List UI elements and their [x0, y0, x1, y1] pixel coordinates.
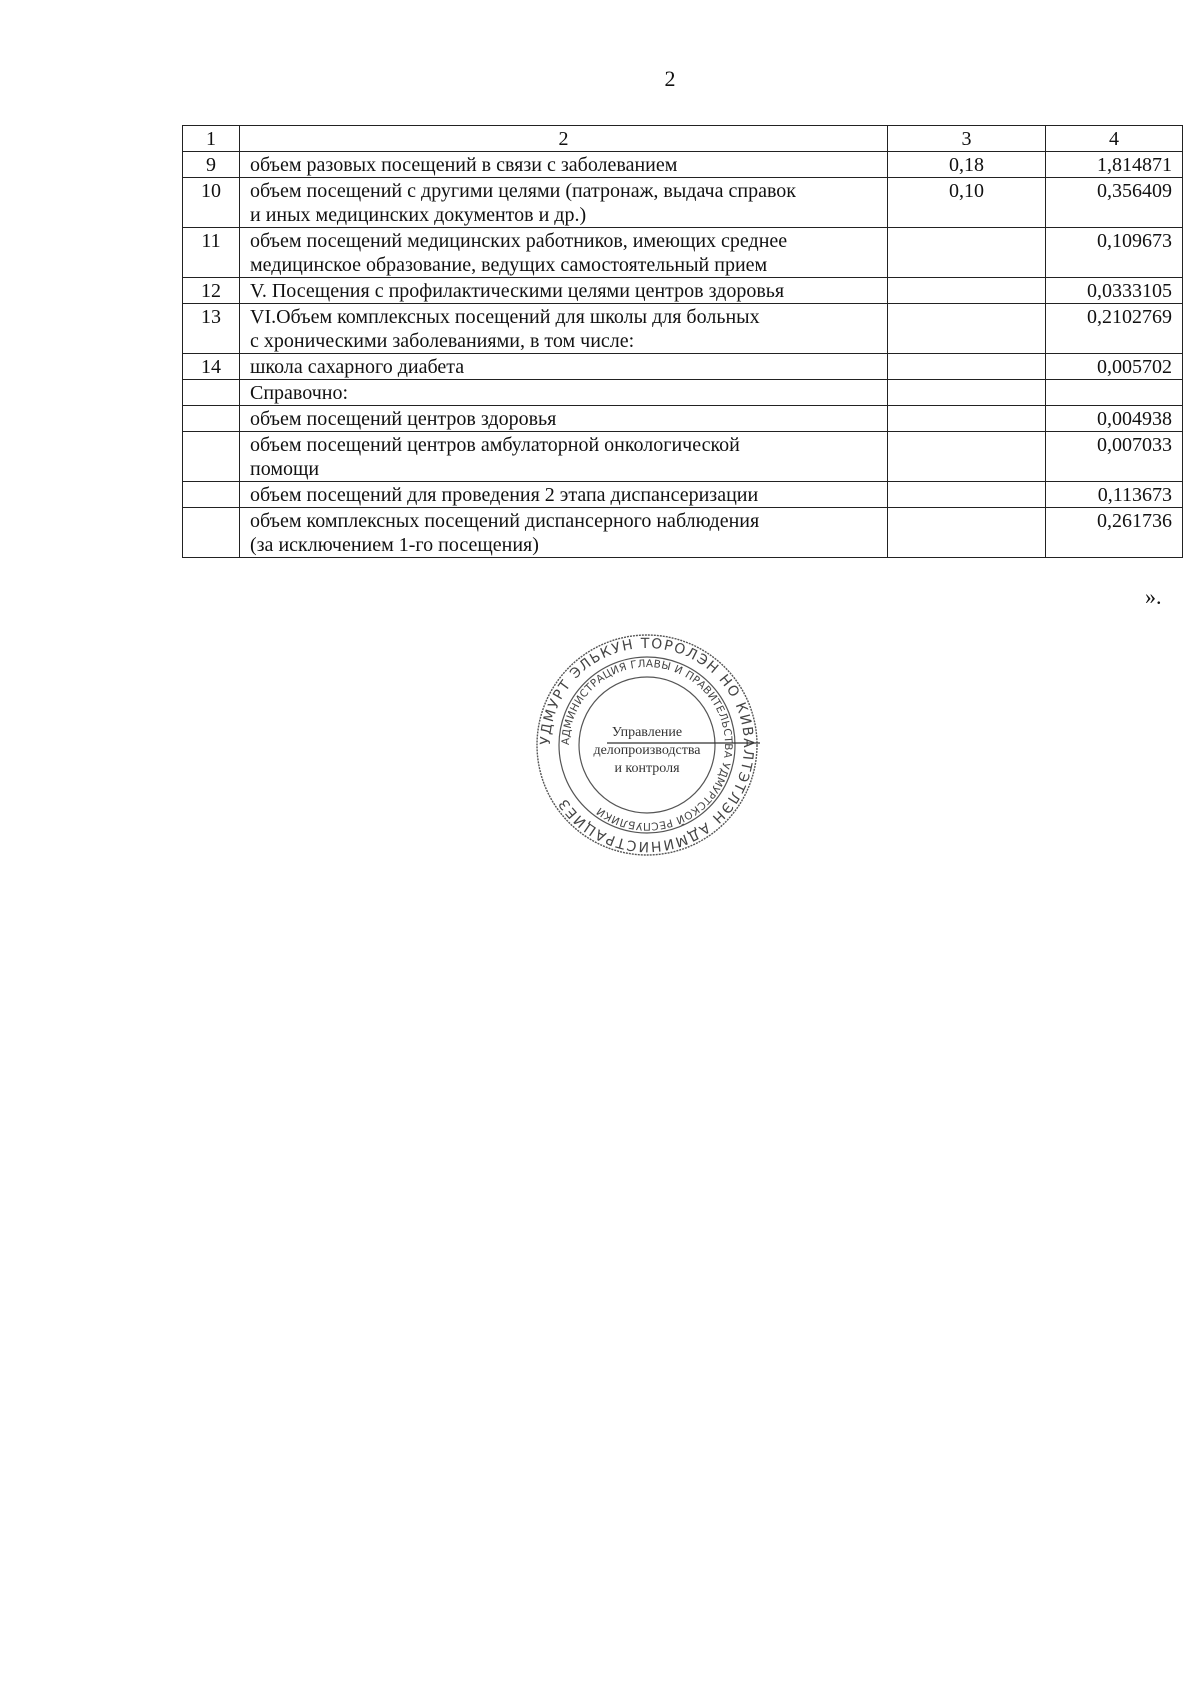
indicator-name-line: школа сахарного диабета: [250, 356, 465, 378]
indicator-name-line: помощи: [250, 458, 320, 480]
value-col4-cell: 0,2102769: [1046, 304, 1183, 354]
indicator-name-cell: [240, 354, 888, 380]
indicator-name-cell: [240, 228, 888, 278]
row-number-cell: [183, 432, 240, 482]
value-col4-cell: [1046, 380, 1183, 406]
row-number-cell: 13: [183, 304, 240, 354]
indicator-name-line: объем посещений центров здоровья: [250, 408, 557, 430]
table-row: [183, 508, 1183, 558]
indicator-name-cell: [240, 304, 888, 354]
table-row: [183, 406, 1183, 432]
table-row: [183, 228, 1183, 278]
indicator-name-cell: [240, 508, 888, 558]
indicator-name-line: и иных медицинских документов и др.): [250, 204, 587, 226]
row-number-cell: 10: [183, 178, 240, 228]
indicator-name-line: объем посещений с другими целями (патронаж, выдача справок: [250, 180, 796, 202]
row-number-cell: [183, 380, 240, 406]
page-number: 2: [664, 66, 676, 91]
row-number-cell: 9: [183, 152, 240, 178]
value-col4-cell: 0,004938: [1046, 406, 1183, 432]
indicator-name-line: объем посещений центров амбулаторной онкологической: [250, 434, 740, 456]
row-number-cell: [183, 406, 240, 432]
value-col3-cell: [888, 380, 1046, 406]
table-row: [183, 482, 1183, 508]
value-col4-cell: 0,007033: [1046, 432, 1183, 482]
indicator-name-line: объем комплексных посещений диспансерного наблюдения: [250, 510, 760, 532]
table-header-row: [183, 126, 1183, 152]
header-cell: 4: [1046, 126, 1183, 152]
indicator-name-line: объем посещений для проведения 2 этапа диспансеризации: [250, 484, 759, 506]
closing-quote: ».: [1145, 584, 1162, 609]
value-col3-cell: [888, 406, 1046, 432]
value-col4-cell: 0,261736: [1046, 508, 1183, 558]
stamp-center-line-2: делопроизводства: [593, 743, 701, 758]
value-col4-cell: 0,113673: [1046, 482, 1183, 508]
indicator-name-cell: [240, 482, 888, 508]
indicator-name-line: V. Посещения с профилактическими целями центров здоровья: [250, 280, 785, 302]
value-col3-cell: [888, 304, 1046, 354]
table-row: [183, 354, 1183, 380]
table-row: [183, 380, 1183, 406]
value-col4-cell: 0,0333105: [1046, 278, 1183, 304]
row-number-cell: [183, 482, 240, 508]
stamp-ring-textpath: АДМИНИСТРАЦИЯ ГЛАВЫ И ПРАВИТЕЛЬСТВА УДМУРТСКОЙ РЕСПУБЛИКИ: [559, 657, 735, 833]
indicator-table: [182, 125, 1183, 558]
value-col3-cell: 0,18: [888, 152, 1046, 178]
indicator-name-line: объем посещений медицинских работников, имеющих среднее: [250, 230, 788, 252]
row-number-cell: 14: [183, 354, 240, 380]
value-col4-cell: 1,814871: [1046, 152, 1183, 178]
indicator-name-cell: [240, 406, 888, 432]
indicator-name-line: Справочно:: [250, 382, 349, 404]
stamp-center-line-1: Управление: [611, 725, 683, 740]
table-row: [183, 278, 1183, 304]
stamp-outer-textpath: УДМУРТ ЭЛЬКУН ТОРОЛЭН НО КИВАЛТЭТЛЭН АДМИНИСТРАЦИЕЗ: [537, 635, 757, 855]
indicator-name-cell: [240, 278, 888, 304]
value-col3-cell: [888, 432, 1046, 482]
indicator-name-line: медицинское образование, ведущих самостоятельный прием: [250, 254, 768, 276]
header-cell: 2: [240, 126, 888, 152]
table-row: [183, 432, 1183, 482]
header-cell: 1: [183, 126, 240, 152]
header-cell: 3: [888, 126, 1046, 152]
indicator-name-cell: [240, 432, 888, 482]
indicator-name-line: VI.Объем комплексных посещений для школы для больных: [250, 306, 760, 328]
indicator-name-cell: [240, 152, 888, 178]
value-col4-cell: 0,005702: [1046, 354, 1183, 380]
value-col3-cell: [888, 278, 1046, 304]
stamp-center-line-3: и контроля: [614, 761, 680, 776]
value-col4-cell: 0,356409: [1046, 178, 1183, 228]
table-row: [183, 152, 1183, 178]
indicator-name-line: с хроническими заболеваниями, в том числе:: [250, 330, 635, 352]
indicator-name-line: объем разовых посещений в связи с заболеванием: [250, 154, 678, 176]
value-col3-cell: [888, 482, 1046, 508]
table-row: [183, 304, 1183, 354]
official-stamp: [532, 630, 762, 860]
row-number-cell: 11: [183, 228, 240, 278]
row-number-cell: 12: [183, 278, 240, 304]
indicator-name-line: (за исключением 1-го посещения): [250, 534, 539, 556]
value-col3-cell: [888, 354, 1046, 380]
value-col3-cell: [888, 508, 1046, 558]
table-row: [183, 178, 1183, 228]
value-col3-cell: [888, 228, 1046, 278]
indicator-name-cell: [240, 380, 888, 406]
indicator-name-cell: [240, 178, 888, 228]
value-col3-cell: 0,10: [888, 178, 1046, 228]
value-col4-cell: 0,109673: [1046, 228, 1183, 278]
row-number-cell: [183, 508, 240, 558]
